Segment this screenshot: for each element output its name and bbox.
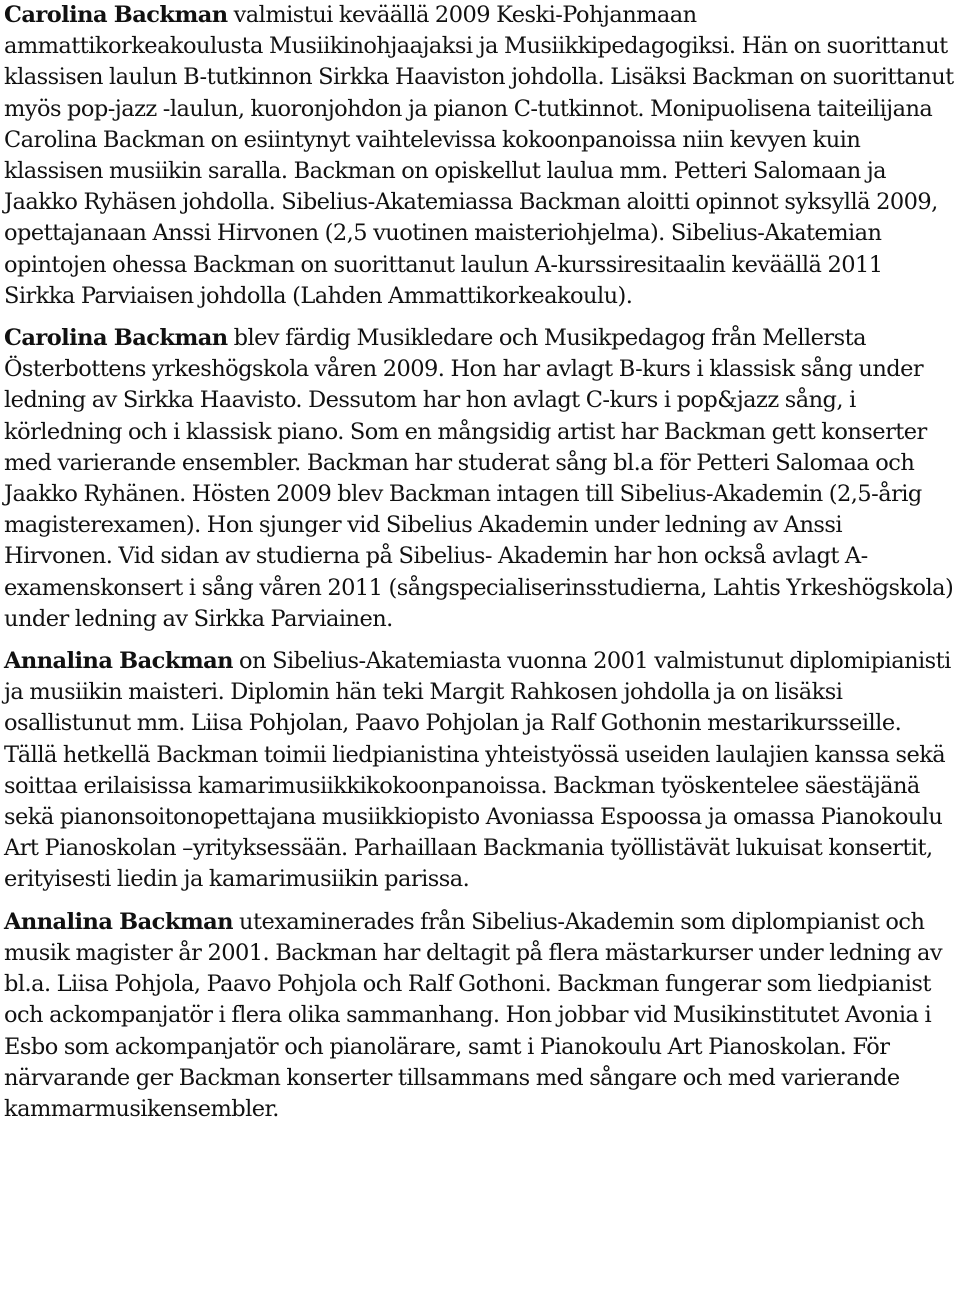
bio-name-carolina-sv: Carolina Backman bbox=[4, 325, 228, 352]
bio-paragraph-carolina-sv bbox=[4, 323, 956, 635]
bio-name-annalina-sv: Annalina Backman bbox=[4, 908, 233, 935]
bio-text-carolina-sv: blev färdig Musikledare och Musikpedagog från Mellersta Österbottens yrkeshögskola våren 2009. Hon har avlagt B-kurs i klassisk sång under ledning av Sirkka Haavisto. Dessutom har hon avlagt C-kurs i pop&jazz sång, i körledning och i klassisk piano. Som en mångsidig artist har Backman gett konserter med varierande ensembler. Backman har studerat sång bl.a för Petteri Salomaa och Jaakko Ryhänen. Hösten 2009 blev Backman intagen till Sibelius-Akademin (2,5-årig magisterexamen). Hon sjunger vid Sibelius Akademin under ledning av Anssi Hirvonen. Vid sidan av studierna på Sibelius- Akademin har hon också avlagt A-examenskonsert i sång våren 2011 (sångspecialiserinsstudierna, Lahtis Yrkeshögskola) under ledning av Sirkka Parviainen. bbox=[4, 325, 954, 632]
bio-paragraph-annalina-sv bbox=[4, 907, 956, 1125]
bio-name-annalina-fi: Annalina Backman bbox=[4, 648, 233, 675]
bio-paragraph-annalina-fi bbox=[4, 646, 956, 896]
bio-text-carolina-fi: valmistui keväällä 2009 Keski-Pohjanmaan ammattikorkeakoulusta Musiikinohjaajaksi ja Musiikkipedagogiksi. Hän on suorittanut klassisen laulun B-tutkinnon Sirkka Haaviston johdolla. Lisäksi Backman on suorittanut myös pop-jazz -laulun, kuoronjohdon ja pianon C-tutkinnot. Monipuolisena taiteilijana Carolina Backman on esiintynyt vaihtelevissa kokoonpanoissa niin kevyen kuin klassisen musiikin saralla. Backman on opiskellut laulua mm. Petteri Salomaan ja Jaakko Ryhäsen johdolla. Sibelius-Akatemiassa Backman aloitti opinnot syksyllä 2009, opettajanaan Anssi Hirvonen (2,5 vuotinen maisteriohjelma). Sibelius-Akatemian opintojen ohessa Backman on suorittanut laulun A-kurssiresitaalin keväällä 2011 Sirkka Parviaisen johdolla (Lahden Ammattikorkeakoulu). bbox=[4, 2, 954, 309]
bio-name-carolina-fi: Carolina Backman bbox=[4, 2, 228, 28]
bio-text-annalina-fi: on Sibelius-Akatemiasta vuonna 2001 valmistunut diplomipianisti ja musiikin maisteri. Diplomin hän teki Margit Rahkosen johdolla ja on lisäksi osallistunut mm. Liisa Pohjolan, Paavo Pohjolan ja Ralf Gothonin mestarikursseille. Tällä hetkellä Backman toimii liedpianistina yhteistyössä useiden laulajien kanssa sekä soittaa erilaisissa kamarimusiikkikokoonpanoissa. Backman työskentelee säestäjänä sekä pianonsoitonopettajana musiikkiopisto Avoniassa Espoossa ja omassa Pianokoulu Art Pianoskolan –yrityksessään. Parhaillaan Backmania työllistävät lukuisat konsertit, erityisesti liedin ja kamarimusiikin parissa. bbox=[4, 648, 951, 893]
bio-text-annalina-sv: utexaminerades från Sibelius-Akademin som diplompianist och musik magister år 2001. Backman har deltagit på flera mästarkurser under ledning av bl.a. Liisa Pohjola, Paavo Pohjola och Ralf Gothoni. Backman fungerar som liedpianist och ackompanjatör i flera olika sammanhang. Hon jobbar vid Musikinstitutet Avonia i Esbo som ackompanjatör och pianolärare, samt i Pianokoulu Art Pianoskolan. För närvarande ger Backman konserter tillsammans med sångare och med varierande kammarmusikensembler. bbox=[4, 908, 942, 1122]
document-body bbox=[4, 0, 956, 1125]
bio-paragraph-carolina-fi bbox=[4, 0, 956, 312]
